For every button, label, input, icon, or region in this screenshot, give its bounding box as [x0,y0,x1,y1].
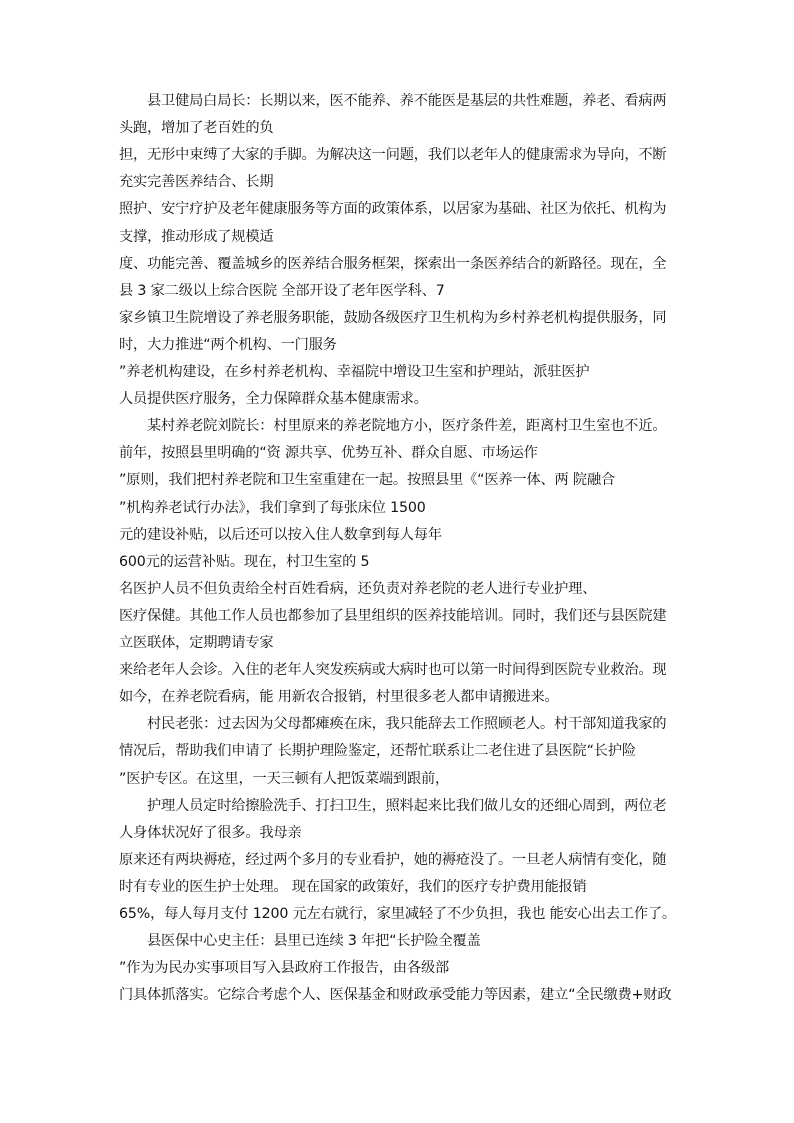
text-line: 护理人员定时给擦脸洗手、打扫卫生，照料起来比我们做儿女的还细心周到，两位老 [147,798,667,814]
text-line: ”养老机构建设，在乡村养老机构、幸福院中增设卫生室和护理站，派驻医护 [119,364,590,380]
text-line: 某村养老院刘院长：村里原来的养老院地方小，医疗条件差，距离村卫生室也不近。 [147,418,667,434]
text-line: 时有专业的医生护士处理。 现在国家的政策好，我们的医疗专护费用能报销 [119,879,587,895]
text-line: 65%，每人每月支付 1200 元左右就行，家里减轻了不少负担，我也 能安心出去工作了。 [119,906,676,922]
text-line: 元的建设补贴，以后还可以按入住人数拿到每人每年 [119,527,442,543]
text-line: 原来还有两块褥疮，经过两个多月的专业看护，她的褥疮没了。一旦老人病情有变化，随 [119,852,667,868]
text-line: 门具体抓落实。它综合考虑个人、医保基金和财政承受能力等因素，建立“全民缴费+财政 [119,987,672,1003]
text-line: ”原则，我们把村养老院和卫生室重建在一起。按照县里《“医养一体、两 院融合 [119,472,616,488]
text-line: 时，大力推进“两个机构、一门服务 [119,337,337,353]
text-line: 前年，按照县里明确的“资 源共享、优势互补、群众自愿、市场运作 [119,445,538,461]
text-line: 充实完善医养结合、长期 [119,174,274,190]
text-line: 名医护人员不但负责给全村百姓看病，还负责对养老院的老人进行专业护理、 [119,581,597,597]
text-line: 如今，在养老院看病，能 用新农合报销，村里很多老人都申请搬进来。 [119,689,559,705]
text-line: 600元的运营补贴。现在，村卫生室的 5 [119,554,370,570]
text-line: ”医护专区。在这里，一天三顿有人把饭菜端到跟前， [119,771,450,787]
text-line: 照护、安宁疗护及老年健康服务等方面的政策体系，以居家为基础、社区为依托、机构为 [119,201,667,217]
text-line: 县医保中心史主任：县里已连续 3 年把“长护险全覆盖 [147,933,481,949]
text-line: 人身体状况好了很多。我母亲 [119,825,302,841]
text-line: 度、功能完善、覆盖城乡的医养结合服务框架，探索出一条医养结合的新路径。现在，全 [119,256,667,272]
text-line: 县 3 家二级以上综合医院 全部开设了老年医学科、7 [119,283,445,299]
text-line: 头跑，增加了老百姓的负 [119,120,274,136]
text-line: 担，无形中束缚了大家的手脚。为解决这一问题，我们以老年人的健康需求为导向，不断 [119,147,667,163]
text-line: 家乡镇卫生院增设了养老服务职能，鼓励各级医疗卫生机构为乡村养老机构提供服务，同 [119,310,667,326]
text-line: 支撑，推动形成了规模适 [119,229,274,245]
text-line: 情况后，帮助我们申请了 长期护理险鉴定，还帮忙联系让二老住进了县医院“长护险 [119,743,636,759]
text-line: 县卫健局白局长：长期以来，医不能养、养不能医是基层的共性难题，养老、看病两 [147,93,667,109]
text-line: ”作为为民办实事项目写入县政府工作报告，由各级部 [119,960,450,976]
text-line: 村民老张：过去因为父母都瘫痪在床，我只能辞去工作照顾老人。村干部知道我家的 [147,716,667,732]
text-line: 来给老年人会诊。入住的老年人突发疾病或大病时也可以第一时间得到医院专业救治。现 [119,662,667,678]
text-line: 人员提供医疗服务，全力保障群众基本健康需求。 [119,391,428,407]
text-line: 立医联体，定期聘请专家 [119,635,274,651]
text-line: ”机构养老试行办法》，我们拿到了每张床位 1500 [119,500,426,516]
text-line: 医疗保健。其他工作人员也都参加了县里组织的医养技能培训。同时，我们还与县医院建 [119,608,667,624]
